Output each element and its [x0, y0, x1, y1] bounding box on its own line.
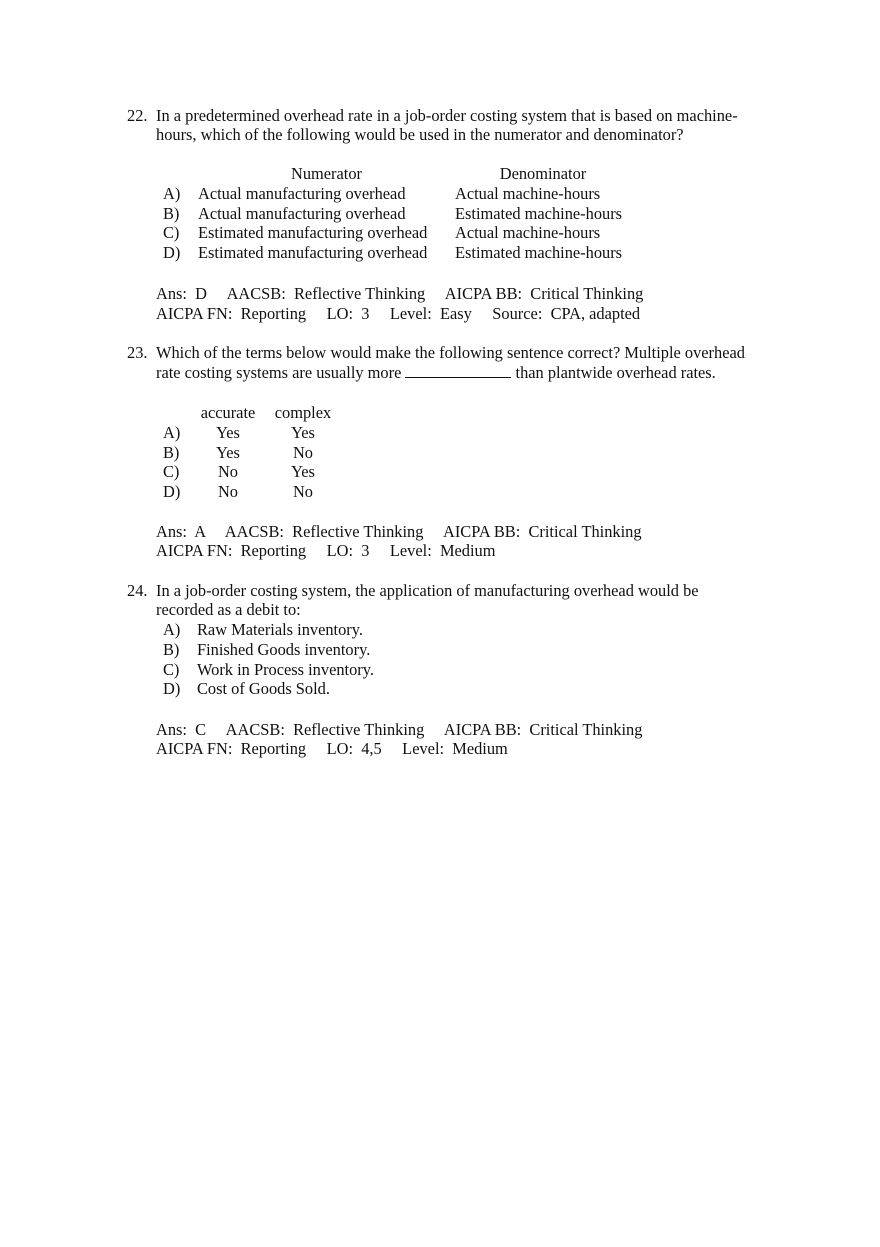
complex-header: complex — [274, 403, 332, 422]
question-number: 23. — [127, 343, 148, 362]
option-row — [163, 660, 374, 680]
question-stem-line-1: In a job-order costing system, the application of manufacturing overhead would be — [156, 581, 699, 600]
question-stem-line-1: In a predetermined overhead rate in a job-order costing system that is based on machine- — [156, 106, 738, 125]
option-numerator: Estimated manufacturing overhead — [198, 223, 428, 243]
option-text: Work in Process inventory. — [197, 659, 374, 679]
option-letter: D) — [163, 679, 181, 699]
option-row — [163, 223, 631, 243]
answer-meta-line-1: Ans: D AACSB: Reflective Thinking AICPA BB: Critical Thinking — [156, 284, 644, 303]
option-row — [163, 184, 631, 204]
option-letter: A) — [163, 620, 181, 639]
answer-meta-line-2: AICPA FN: Reporting LO: 3 Level: Medium — [156, 541, 496, 560]
option-accurate: Yes — [216, 442, 240, 462]
option-letter: B) — [163, 203, 180, 223]
option-complex: Yes — [291, 462, 315, 482]
option-denominator: Estimated machine-hours — [455, 243, 623, 263]
question-stem-line-2 — [156, 363, 716, 383]
option-row — [163, 423, 334, 443]
denominator-header: Denominator — [499, 164, 587, 183]
question-number: 24. — [127, 581, 148, 600]
option-accurate: No — [217, 482, 239, 502]
question-stem-line-2: recorded as a debit to: — [156, 600, 301, 619]
options-list — [163, 620, 374, 699]
option-row — [163, 640, 374, 660]
option-text: Raw Materials inventory. — [197, 620, 363, 639]
question-stem-line-1: Which of the terms below would make the following sentence correct? Multiple overhead — [156, 343, 745, 362]
option-numerator: Estimated manufacturing overhead — [198, 243, 428, 263]
option-row — [163, 204, 631, 224]
numerator-header: Numerator — [291, 164, 362, 183]
options-table — [163, 164, 631, 263]
fill-in-blank — [405, 364, 511, 378]
option-numerator: Actual manufacturing overhead — [198, 183, 406, 203]
option-letter: B) — [163, 442, 180, 462]
option-row — [163, 243, 631, 263]
answer-meta-line-1: Ans: A AACSB: Reflective Thinking AICPA BB: Critical Thinking — [156, 522, 642, 541]
question-stem-line-2: hours, which of the following would be used in the numerator and denominator? — [156, 125, 684, 144]
option-complex: Yes — [291, 422, 315, 442]
stem-text-before-blank: rate costing systems are usually more — [156, 363, 406, 382]
question-number: 22. — [127, 106, 148, 125]
option-row — [163, 482, 334, 502]
option-denominator: Estimated machine-hours — [455, 203, 623, 223]
options-header-row — [163, 164, 631, 184]
option-accurate: Yes — [216, 422, 240, 442]
option-text: Cost of Goods Sold. — [197, 679, 330, 699]
option-denominator: Actual machine-hours — [455, 223, 601, 243]
option-row — [163, 620, 374, 640]
stem-text-after-blank: than plantwide overhead rates. — [511, 363, 716, 382]
option-letter: C) — [163, 223, 180, 243]
option-row — [163, 443, 334, 463]
option-letter: D) — [163, 482, 181, 502]
answer-meta-line-2: AICPA FN: Reporting LO: 4,5 Level: Medium — [156, 739, 508, 758]
option-complex: No — [292, 442, 314, 462]
option-letter: B) — [163, 639, 180, 659]
option-row — [163, 679, 374, 699]
option-letter: D) — [163, 243, 181, 263]
option-letter: C) — [163, 659, 180, 679]
answer-meta-line-1: Ans: C AACSB: Reflective Thinking AICPA BB: Critical Thinking — [156, 720, 643, 739]
option-letter: A) — [163, 183, 181, 203]
option-complex: No — [292, 482, 314, 502]
option-numerator: Actual manufacturing overhead — [198, 203, 406, 223]
option-denominator: Actual machine-hours — [455, 183, 601, 203]
option-letter: A) — [163, 422, 181, 442]
options-header-row — [163, 403, 334, 423]
accurate-header: accurate — [200, 403, 256, 422]
option-row — [163, 462, 334, 482]
answer-meta-line-2: AICPA FN: Reporting LO: 3 Level: Easy Source: CPA, adapted — [156, 304, 641, 323]
option-letter: C) — [163, 462, 180, 482]
option-text: Finished Goods inventory. — [197, 639, 371, 659]
option-accurate: No — [217, 462, 239, 482]
options-table — [163, 403, 334, 502]
